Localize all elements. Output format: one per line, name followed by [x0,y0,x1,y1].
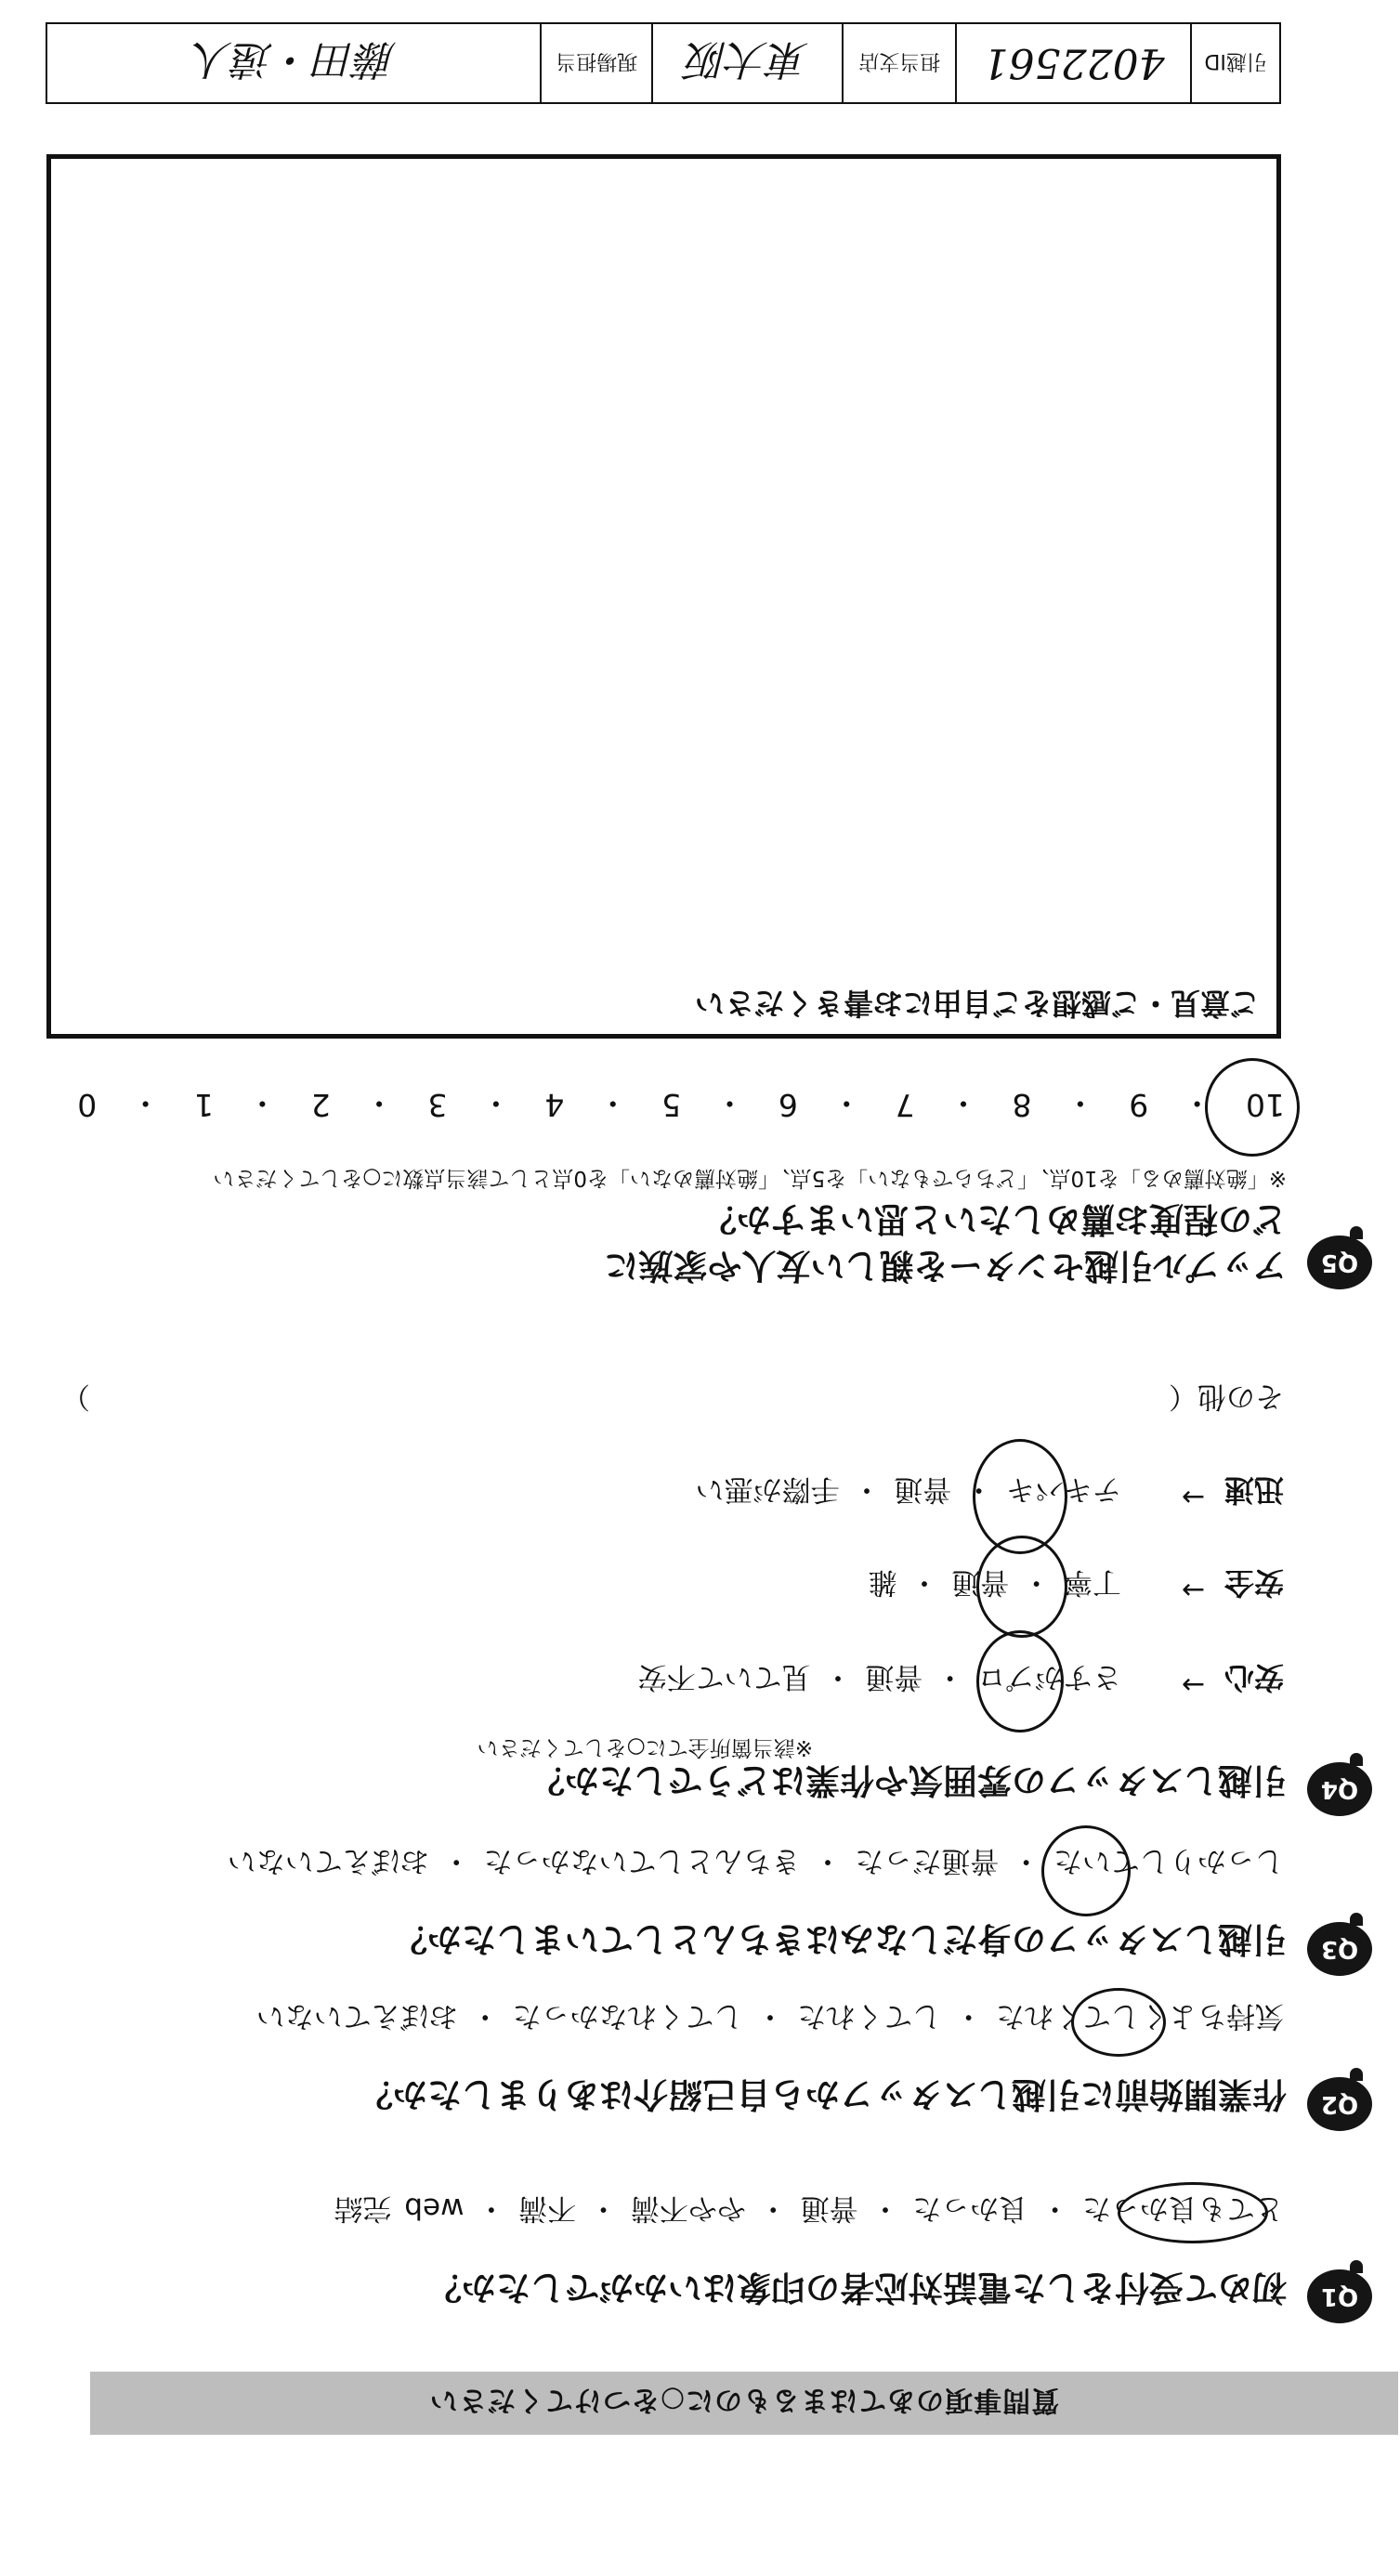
q4-title: 引越しスタッフの雰囲気や作業はどうでしたか？ [530,1760,1287,1800]
q4-row-jinsoku-arrow: → [1181,1481,1205,1513]
q3-badge-label: Q3 [1320,1935,1359,1963]
score-3: 3 [427,1087,448,1123]
q4-note: ※該当箇所全てに○をしてください [477,1735,813,1759]
q4-row-anshin-arrow: → [1181,1668,1205,1701]
q1-badge-label: Q1 [1320,2282,1359,2310]
score-separator: ・ [948,1085,979,1121]
person-label: 現場担当 [540,24,651,102]
branch-label: 担当支店 [842,24,955,102]
info-table [46,22,1281,104]
q4-row-anzen-options: 丁寧 ・ 普通 ・ 雑 [868,1565,1121,1599]
score-separator: ・ [1065,1085,1096,1121]
q5-badge [1307,1236,1372,1289]
q2-badge-label: Q2 [1320,2090,1359,2118]
score-8: 8 [1012,1087,1032,1123]
score-0: 0 [77,1087,98,1123]
instruction-banner [90,2372,1398,2435]
q5-answer-circle [1205,1058,1300,1157]
q4-other: その他（ [1169,1380,1284,1413]
q1-badge [1307,2269,1372,2323]
q4-row-anshin-options: さすがプロ ・ 普通 ・ 見ていて不安 [637,1660,1121,1693]
q4-badge-label: Q4 [1320,1775,1359,1803]
q3-badge [1307,1922,1372,1976]
score-5: 5 [661,1087,682,1123]
score-separator: ・ [597,1085,629,1121]
q1-options: とても良かった ・ 良かった ・ 普通 ・ やや不満 ・ 不満 ・ web 完結 [334,2191,1284,2225]
q2-title: 作業開始前に引越しスタッフから自己紹介はありましたか？ [359,2074,1287,2114]
score-10: 10 [1246,1087,1285,1123]
score-separator: ・ [480,1085,512,1121]
q1-title: 初めて受付をした電話対応者の印象はいかがでしたか？ [427,2268,1287,2308]
comment-box[interactable] [46,154,1281,1039]
q5-title-line2: どの程度お薦めしたいと思いますか？ [702,1199,1287,1239]
score-separator: ・ [246,1085,278,1121]
instruction-text: 質問事項のあてはまるものに○をつけてください [428,2384,1060,2416]
move-id-value: 4022561 [955,24,1190,102]
comment-label: ご意見・ご感想をご自由にお書きください [694,986,1260,1021]
q5-note: ※「絶対薦める」を10点、「どちらでもない」を5点、「絶対薦めない」を0点として該当点数に○をしてください [213,1166,1287,1190]
person-value: 藤田・遠人 [191,35,397,83]
q5-score-row [77,1083,1285,1127]
q2-answer-circle [1071,1988,1166,2057]
q4-row-anshin-circle [976,1630,1064,1733]
score-1: 1 [193,1087,214,1123]
score-separator: ・ [831,1085,862,1121]
score-2: 2 [310,1087,331,1123]
move-id-label: 引越ID [1190,24,1279,102]
score-separator: ・ [363,1085,395,1121]
branch-value: 東大阪 [651,24,842,102]
q4-row-jinsoku-options: テキパキ ・ 普通 ・ 手際が悪い [695,1472,1121,1506]
score-4: 4 [544,1087,565,1123]
score-separator: ・ [130,1085,162,1121]
q4-row-jinsoku-label: 迅速 [1223,1472,1284,1508]
q3-title: 引越しスタッフの身だしなみはきちんとしていましたか？ [393,1919,1287,1959]
q5-title-line1: アップル引越センターを親しい友人や家族に [604,1246,1287,1286]
score-7: 7 [895,1087,915,1123]
q4-row-jinsoku-circle [973,1439,1067,1554]
score-6: 6 [778,1087,798,1123]
q4-row-anzen-arrow: → [1181,1574,1205,1606]
q3-answer-circle [1041,1825,1131,1916]
score-9: 9 [1129,1087,1149,1123]
q4-row-anzen-label: 安全 [1223,1565,1284,1601]
q5-badge-label: Q5 [1320,1249,1359,1276]
score-separator: ・ [713,1085,745,1121]
q4-other-close: ） [61,1380,90,1413]
q2-badge [1307,2077,1372,2131]
q4-badge [1307,1762,1372,1816]
q2-options: 気持ちよくしてくれた ・ してくれた ・ してくれなかった ・ おぼえていない [255,1999,1284,2033]
q4-row-anshin-label: 安心 [1223,1660,1284,1695]
q1-answer-circle [1118,2182,1268,2243]
q3-options: しっかりしていた ・ 普通だった ・ きちんとしていなかった ・ おぼえていない [227,1844,1284,1877]
score-separator: ・ [1182,1085,1213,1121]
